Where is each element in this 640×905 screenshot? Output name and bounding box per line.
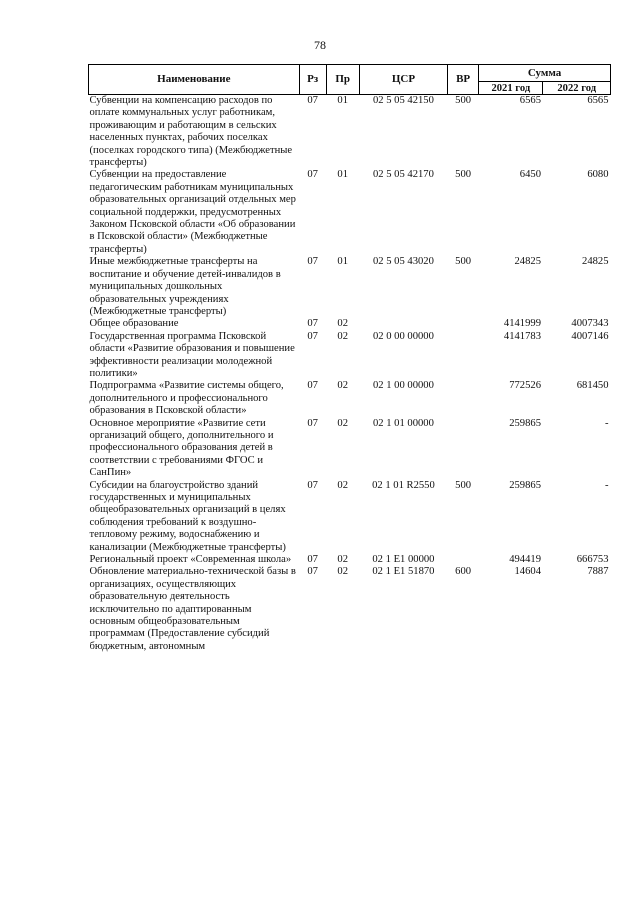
header-pr: Пр <box>326 65 359 95</box>
header-vr: ВР <box>448 65 479 95</box>
row-csr: 02 1 E1 00000 <box>372 554 435 566</box>
row-name: Субвенции на компенсацию расходов по оплате коммунальных услуг работникам, проживающим и работающим в сельских населенных пунктах, рабочих поселках (поселках городского типа) (Межбюджетные трансферты) <box>89 95 293 169</box>
table-row <box>89 331 611 381</box>
row-pr: 02 <box>337 554 349 566</box>
row-csr: 02 1 E1 51870 <box>372 566 435 578</box>
row-rz: 07 <box>307 554 318 566</box>
row-sum-2021: 4141783 <box>503 330 541 342</box>
row-sum-2021: 259865 <box>509 417 541 429</box>
row-rz: 07 <box>307 95 318 106</box>
row-vr <box>448 418 479 480</box>
row-pr: 02 <box>337 330 349 342</box>
page-number: 78 <box>314 38 326 52</box>
row-vr: 500 <box>455 479 472 491</box>
row-sum-2022: 6080 <box>587 169 609 181</box>
row-sum-2021: 6450 <box>519 169 541 181</box>
row-vr <box>448 331 479 381</box>
row-name: Подпрограмма «Развитие системы общего, дополнительного и профессионального образования в Псковской области» <box>89 380 284 417</box>
row-csr: 02 0 00 00000 <box>372 330 434 342</box>
row-rz: 07 <box>307 318 318 330</box>
table-body <box>89 95 611 654</box>
row-name: Общее образование <box>89 318 179 330</box>
row-name: Региональный проект «Современная школа» <box>89 554 292 566</box>
row-sum-2021: 6565 <box>519 95 541 106</box>
table-row <box>89 554 611 566</box>
table-row <box>89 318 611 330</box>
row-sum-2021: 772526 <box>509 380 541 392</box>
row-sum-2022: 6565 <box>587 95 609 106</box>
row-vr: 500 <box>455 95 472 106</box>
table-header <box>89 65 611 95</box>
row-sum-2022: - <box>604 417 609 429</box>
row-rz: 07 <box>307 380 318 392</box>
row-sum-2022: 4007146 <box>571 330 609 342</box>
row-csr: 02 5 05 42150 <box>372 95 434 106</box>
row-csr: 02 1 00 00000 <box>372 380 434 392</box>
table-row <box>89 566 611 653</box>
row-sum-2022: 24825 <box>582 256 609 268</box>
row-vr: 500 <box>455 256 472 268</box>
row-name: Субсидии на благоустройство зданий государственных и муниципальных общеобразовательных организаций в целях соблюдения требований к воздушно-тепловому режиму, водоснабжению и канализации (Межбюджетные трансферты) <box>89 479 286 553</box>
row-sum-2021: 494419 <box>509 554 541 566</box>
row-vr: 500 <box>455 169 472 181</box>
row-sum-2022: 666753 <box>576 554 609 566</box>
row-vr: 600 <box>455 566 472 578</box>
row-name: Иные межбюджетные трансферты на воспитание и обучение детей-инвалидов в муниципальных дошкольных образовательных учреждениях (Межбюджетные трансферты) <box>89 256 281 317</box>
header-csr: ЦСР <box>359 65 447 95</box>
row-name: Обновление материально-технической базы в организациях, осуществляющих образовательную деятельность исключительно по адаптированным основным общеобразовательным программам (Предоставление субсидий бюджетным, автономным <box>89 566 296 652</box>
row-pr: 01 <box>337 95 349 106</box>
row-pr: 01 <box>337 256 349 268</box>
header-name: Наименование <box>89 65 300 95</box>
header-sum: Сумма <box>479 65 611 82</box>
row-vr <box>448 554 479 566</box>
header-year-2022: 2022 год <box>543 82 611 95</box>
row-pr: 02 <box>337 417 349 429</box>
table-row <box>89 169 611 256</box>
row-sum-2022: - <box>604 479 609 491</box>
table-row <box>89 418 611 480</box>
row-sum-2022: 4007343 <box>571 318 609 330</box>
row-vr <box>448 380 479 417</box>
row-pr: 02 <box>337 318 349 330</box>
row-rz: 07 <box>307 169 318 181</box>
row-rz: 07 <box>307 479 318 491</box>
row-csr: 02 5 05 42170 <box>372 169 434 181</box>
row-name: Основное мероприятие «Развитие сети организаций общего, дополнительного и профессионального образования детей в соответствии с требованиями ФГОС и СанПин» <box>89 417 274 479</box>
row-rz: 07 <box>307 417 318 429</box>
row-sum-2021: 4141999 <box>503 318 541 330</box>
header-year-2021: 2021 год <box>479 82 543 95</box>
row-rz: 07 <box>307 330 318 342</box>
row-csr: 02 1 01 R2550 <box>372 479 435 491</box>
table-row <box>89 480 611 554</box>
table-row <box>89 256 611 318</box>
table-row <box>89 95 611 170</box>
row-pr: 01 <box>337 169 349 181</box>
row-sum-2021: 14604 <box>514 566 541 578</box>
row-csr: 02 5 05 43020 <box>372 256 434 268</box>
row-csr <box>359 318 447 330</box>
row-rz: 07 <box>307 566 318 578</box>
row-name: Государственная программа Псковской области «Развитие образования и повышение эффективности реализации молодежной политики» <box>89 330 295 379</box>
row-sum-2022: 681450 <box>576 380 609 392</box>
row-vr <box>448 318 479 330</box>
row-name: Субвенции на предоставление педагогическим работникам муниципальных образовательных организаций отдельных мер социальной поддержки, предусмотренных Законом Псковской области «Об образовании в Псковской области» (Межбюджетные трансферты) <box>89 169 296 255</box>
row-sum-2021: 24825 <box>514 256 541 268</box>
row-pr: 02 <box>337 566 349 578</box>
row-rz: 07 <box>307 256 318 268</box>
row-csr: 02 1 01 00000 <box>372 417 434 429</box>
table-row <box>89 380 611 417</box>
row-pr: 02 <box>337 479 349 491</box>
header-rz: Рз <box>299 65 326 95</box>
row-pr: 02 <box>337 380 349 392</box>
row-sum-2021: 259865 <box>509 479 541 491</box>
row-sum-2022: 7887 <box>587 566 609 578</box>
budget-table <box>88 64 611 653</box>
